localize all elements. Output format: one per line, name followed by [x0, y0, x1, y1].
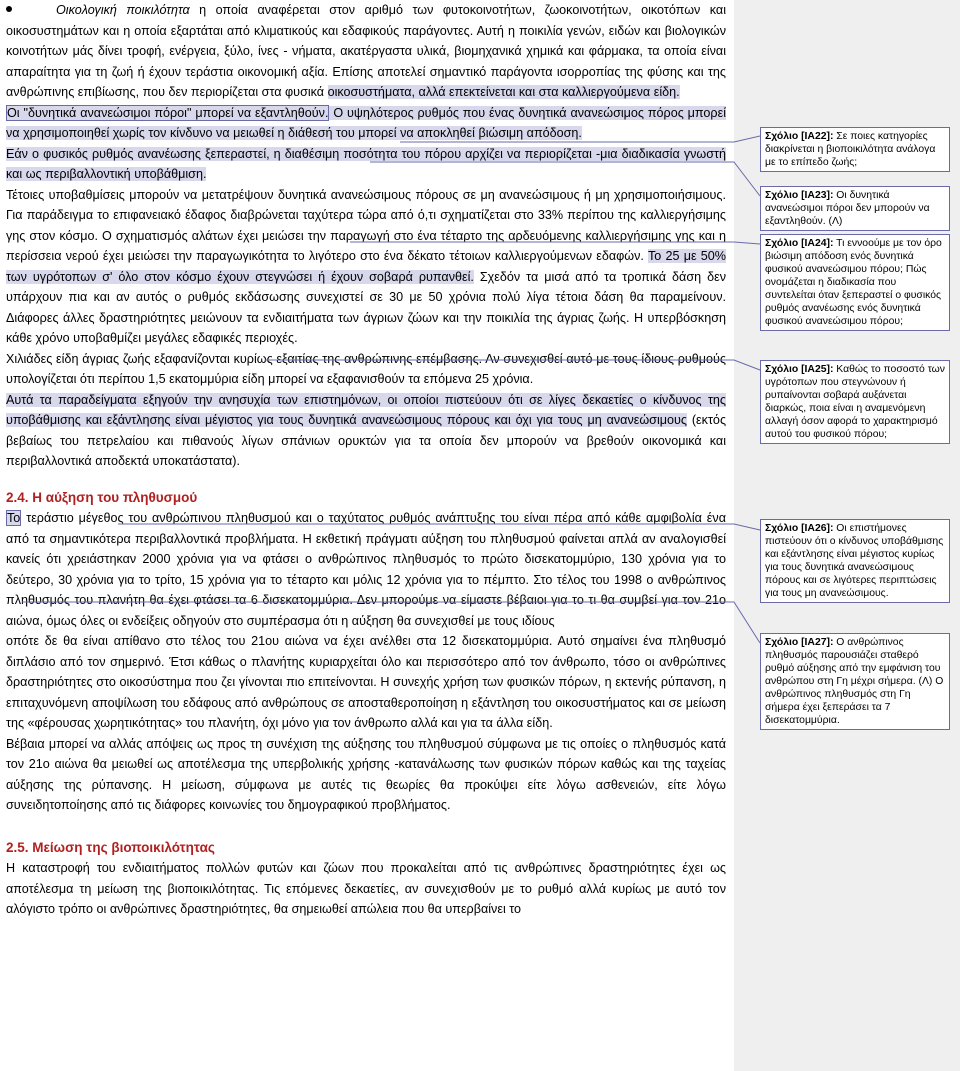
bullet-term: Οικολογική ποικιλότητα	[56, 3, 190, 17]
paragraph-population-3: Βέβαια μπορεί να αλλάς απόψεις ως προς τη συνέχιση της αύξησης του πληθυσμού σύμφωνα με τις οποίες ο πληθυσμός κατά τον 21ο αιώνα θα μειωθεί ως αποτέλεσμα της υπερβολικής χρήσης -κατανάλωσης των φυσικών πόρων καθώς και της ταχείας αύξησης της ρύπανσης. Η μείωση, σύμφωνα με αυτές τις θεωρίες θα προκύψει είτε λόγω ασθενειών, είτε λόγω συνειδητοποίησης από τις διάφορες κοινωνίες του δημογραφικού προβλήματος.	[6, 736, 726, 812]
highlight-ia25[interactable]: Το 25 με 50% των υγρότοπων σ' όλο στον κόσμο έχουν στεγνώσει ή έχουν σοβαρά ρυπανθεί.	[6, 249, 727, 284]
highlight-ia24-a[interactable]: Ο υψηλότερος ρυθμός που ένας δυνητικά ανανεώσιμος πόρος μπορεί να χρησιμοποιηθεί χωρίς τον κίνδυνο να μειωθεί η διάθεσή του μπορεί να αποκληθεί βιώσιμη απόδοση.	[6, 105, 726, 140]
highlight-ia26[interactable]: Αυτά τα παραδείγματα εξηγούν την ανησυχία των επιστημόνων, οι οποίοι πιστεύουν ότι σε λίγες δεκαετίες ο κίνδυνος της υποβάθμισης και εξάντλησης είναι μέγιστος για τους δυνητικά ανανεώσιμους πόρους και όχι για τους μη ανανεώσιμους	[6, 392, 726, 427]
paragraph-population-2: οπότε δε θα είναι απίθανο στο τέλος του 21ου αιώνα να έχει ανέλθει στα 12 δισεκατομμύρια. Αυτό σημαίνει ένα πληθυσμό διπλάσιο από τον σημερινό. Έτσι κάθως ο πλανήτης κυριαρχείται όλο και περισσότερο από τον άνθρωπο, τόσο οι ανθρώπινες δραστηριότητες στο οικοσύστημα που ζει γίνονται πιο επιτείνονται. Η συνεχής χρήση των φυσικών πόρων, η εκτενής ρύπανση, η επιταχυνόμενη αποψίλωση του εδάφους από ανθρώπους σε αποσταθεροποίηση η εξάντληση του οικοσυστήματος και σε μείωση της «φέρουσας χωρητικότητας» του πλανήτη, όχι μόνο για τον άνθρωπο αλλά και για τα άλλα είδη.	[6, 634, 726, 730]
paragraph-text: (εκτός βεβαίως του πετρελαίου και πιθανούς λίγων σπάνιων ορυκτών για τα οποία δεν μπορούν να βρεθούν οικονομικά και περιβαλλοντικά αποδεκτά υποκατάστατα).	[6, 413, 727, 468]
paragraph-text: τεράστιο μέγεθος του ανθρώπινου πληθυσμού και ο ταχύτατος ρυθμός ανάπτυξης του είναι πέρα από κάθε αμφιβολία ένα από τα σημαντικότερα περιβαλλοντικά προβλήματα. Η εκθετική πράγματι αύξηση του πληθυσμού φαίνεται απλά αν αναλογισθεί κανείς ότι χρειάστηκαν 2000 χρόνια για να φτάσει ο ανθρώπινος πληθυσμός το πρώτο δισεκατομμύριο, 130 χρόνια για το δεύτερο, 30 χρόνια για το τρίτο, 15 χρόνια για το τέταρτο και μόλις 12 χρόνια για το πέμπτο. Στο τέλος του 1998 ο ανθρώπινος πληθυσμός του πλανήτη θα έχει φτάσει τα 6 δισεκατομμύρια.	[6, 511, 726, 607]
highlight-ia22[interactable]: οικοσυστήματα, αλλά επεκτείνεται και στα καλλιεργούμενα είδη.	[327, 85, 680, 99]
connector-ia23	[370, 162, 760, 196]
comment-label: Σχόλιο [IA26]:	[765, 523, 834, 534]
paragraph-biodiversity: Η καταστροφή του ενδιαιτήματος πολλών φυτών και ζώων που προκαλείται από τις ανθρώπινες δραστηριότητες έχει ως αποτέλεσμα τη μείωση της βιοποικιλότητας. Τις επόμενες δεκαετίες, αν συνεχισθούν με το ρυθμό αλλά κυρίως με αυτό τον αλόγιστο τρόπο οι ανθρώπινες δραστηριότητες, θα σημειωθεί απώλεια που θα υπερβαίνει το	[6, 861, 726, 916]
connector-ia26	[118, 524, 760, 530]
comment-text: Τι εννοούμε με τον όρο βιώσιμη απόδοση ενός δυνητικά φυσικού ανανεώσιμου πόρου; Πώς ονομάζεται η διαδικασία που συντελείται όταν ξεπεραστεί ο φυσικός ρυθμός ανανέωσης ενός δυνητικά φυσικού ανανεώσιμου πόρου;	[765, 238, 942, 327]
comment-label: Σχόλιο [IA25]:	[765, 364, 834, 375]
comment-text: Οι δυνητικά ανανεώσιμοι πόροι δεν μπορούν να εξαντληθούν. (Λ)	[765, 190, 930, 227]
comment-text: Σε ποιες κατηγορίες διακρίνεται η βιοποικιλότητα ανάλογα με το επίπεδο ζωής;	[765, 131, 936, 168]
connector-ia22	[400, 136, 760, 142]
section-heading-2-5: 2.5. Μείωση της βιοποικιλότητας	[6, 839, 215, 855]
comment-text: Οι επιστήμονες πιστεύουν ότι ο κίνδυνος υποβάθμισης και εξάντλησης είναι μέγιστος κυρίως για τους δυνητικά ανανεώσιμους πόρους και σε λιγότερες περιπτώσεις για τους μη ανανεώσιμους.	[765, 523, 944, 599]
connector-ia24	[350, 242, 760, 244]
connector-ia27	[22, 602, 760, 643]
comment-label: Σχόλιο [IA27]:	[765, 637, 834, 648]
highlight-ia23[interactable]: Οι "δυνητικά ανανεώσιμοι πόροι" μπορεί να εξαντληθούν.	[7, 105, 329, 120]
paragraph-text: Δεν μπορούμε να είμαστε βέβαιοι για το τι θα συμβεί για τον 21ο αιώνα, όμως όλες οι ενδείξεις οδηγούν στο συμπέρασμα ότι η αύξηση θα συνεχισθεί με τους ιδίους	[6, 593, 726, 628]
comment-text: Ο ανθρώπινος πληθυσμός παρουσιάζει σταθερό ρυθμό αύξησης από την εμφάνιση του ανθρώπου στη Γη μέχρι σήμερα. (Λ) Ο ανθρώπινος πληθυσμός στη Γη σήμερα έχει ξεπεράσει τα 7 δισεκατομμύρια.	[765, 637, 944, 726]
paragraph-text: Σχεδόν τα μισά από τα τροπικά δάση δεν υπάρχουν πια και αν αυτός ο ρυθμός εκδάσωσης συνεχιστεί σε 30 με 50 χρόνια πολύ λίγα τέτοια δάση θα παραμείνουν. Διάφορες άλλες δραστηριότητες μειώνουν τα ενδιαιτήματα των άγριων ζώων και την ποικιλία της άγριας ζωής. Η υπερβόσκηση κάθε χρόνο υποβαθμίζει μεγάλες εδαφικές περιοχές.	[6, 269, 726, 345]
paragraph-species: Χιλιάδες είδη άγριας ζωής εξαφανίζονται κυρίως εξαιτίας της ανθρώπινης επέμβασης. Αν συνεχισθεί αυτό με τους ίδιους ρυθμούς υπολογίζεται ότι περίπου 1,5 εκατομμύρια είδη μπορεί να εξαφανισθούν τα επόμενα 25 χρόνια.	[6, 351, 726, 386]
highlight-ia24-b[interactable]: Εάν ο φυσικός ρυθμός ανανέωσης ξεπεραστεί, η διαθέσιμη ποσότητα του πόρου αρχίζει να περιορίζεται -μια διαδικασία γνωστή και ως περιβαλλοντική υποβάθμιση.	[6, 146, 726, 181]
bullet-text: η οποία αναφέρεται στον αριθμό των φυτοκοινοτήτων, ζωοκοινοτήτων, οικοτόπων και οικοσυστημάτων και η οποία εξαρτάται από κλιματικούς και εδαφικούς παράγοντες. Αυτή η ποικιλία γενών, ειδών και βιολογικών κοινοτήτων μάς δίνει τροφή, ενέργεια, ξύλο, ίνες - νήματα, ακατέργαστα υλικά, βιομηχανικά χημικά και φάρμακα, τα οποία είναι απαραίτητα για τη ζωή ή έχουν τεράστια οικονομική αξία. Επίσης αποτελεί σημαντικό παράγοντα ισορροπίας της φύσης και της ανθρώπινης επιβίωσης, που δεν περιορίζεται στα φυσικά	[6, 3, 726, 99]
comment-label: Σχόλιο [IA24]:	[765, 238, 834, 249]
comment-label: Σχόλιο [IA23]:	[765, 190, 834, 201]
paragraph-text: Τέτοιες υποβαθμίσεις μπορούν να μετατρέψουν δυνητικά ανανεώσιμους πόρους σε μη ανανεώσιμους ή μη χρησιμοποιήσιμους. Για παράδειγμα το επιφανειακό έδαφος διαβρώνεται ταχύτερα τώρα από ό,τι σχηματίζεται στο 33% περίπου της καλλιεργήσιμης γης στον κόσμο. Ο σχηματισμός αλάτων έχει μειώσει την παραγωγή στο ένα τέταρτο της αρδευόμενης καλλιεργήσιμης γης και η περίσσεια νερού έχει μειώσει την παραγωγικότητα το λιγότερο στο ένα δέκατο τέτοιων καλλιεργούμενων εδαφών.	[6, 187, 726, 263]
comment-label: Σχόλιο [IA22]:	[765, 131, 834, 142]
comment-text: Καθώς το ποσοστό των υγρότοπων που στεγνώνουν ή ρυπαίνονται σοβαρά αυξάνεται διαρκώς, ποια είναι η αναμενόμενη αλλαγή όσον αφορά το χαρακτηρισμό αυτού του φυσικού πόρου;	[765, 364, 945, 440]
section-heading-2-4: 2.4. Η αύξηση του πληθυσμού	[6, 489, 198, 505]
connector-ia25	[265, 360, 760, 370]
highlight-ia27[interactable]: Το	[7, 511, 21, 525]
